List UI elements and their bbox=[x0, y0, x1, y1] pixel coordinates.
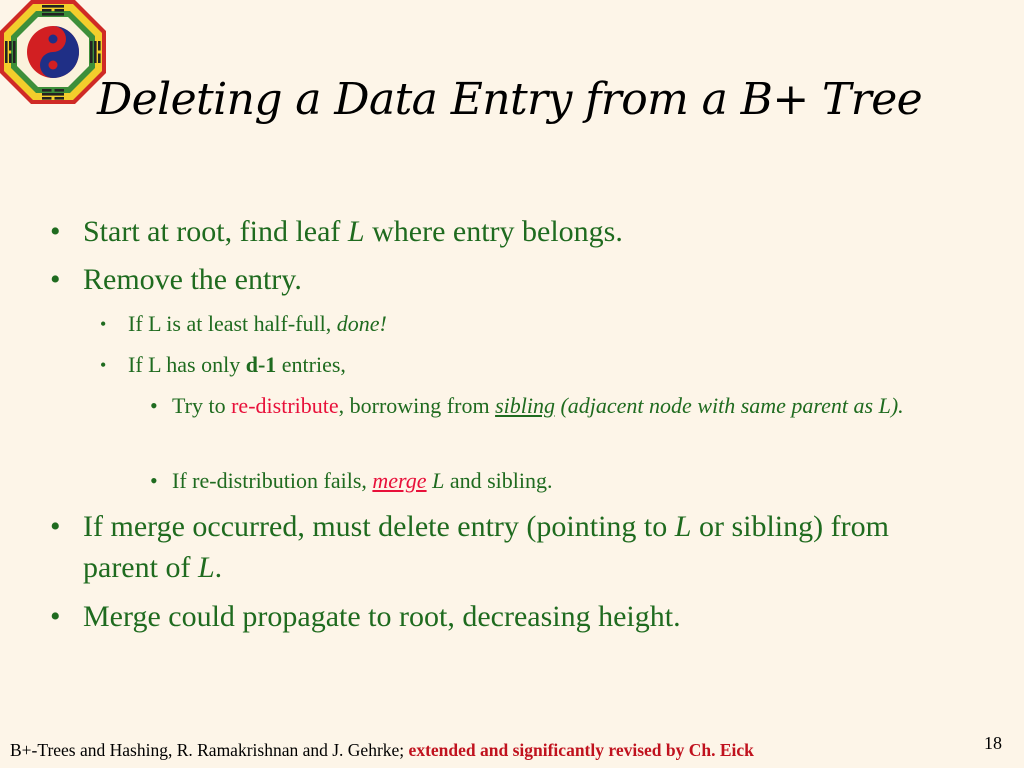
bullet-dot-icon: • bbox=[50, 263, 61, 296]
bullet-dot-icon: • bbox=[100, 314, 107, 334]
bullet-dot-icon: • bbox=[100, 355, 107, 375]
bullet-dot-icon: • bbox=[150, 393, 158, 418]
bullet-dot-icon: • bbox=[150, 468, 158, 493]
bullet-dot-icon: • bbox=[50, 600, 61, 633]
footer-credit: B+-Trees and Hashing, R. Ramakrishnan and J. Gehrke; extended and significantly revised by Ch. Eick bbox=[10, 740, 754, 760]
sub-bullet-d-minus-1: • If L has only d-1 entries, bbox=[128, 350, 928, 380]
bullet-merge-occurred: • If merge occurred, must delete entry (pointing to L or sibling) from parent of L. bbox=[83, 506, 933, 588]
sub-sub-bullet-redistribute: • Try to re-distribute, borrowing from sibling (adjacent node with same parent as L). bbox=[172, 389, 962, 423]
bullet-remove-entry: • Remove the entry. bbox=[83, 259, 933, 300]
page-number: 18 bbox=[984, 733, 1002, 753]
bullet-dot-icon: • bbox=[50, 215, 61, 248]
bullet-merge-propagate: • Merge could propagate to root, decreasing height. bbox=[83, 596, 933, 637]
sub-bullet-half-full: • If L is at least half-full, done! bbox=[128, 309, 928, 339]
sub-sub-bullet-merge: • If re-distribution fails, merge L and sibling. bbox=[172, 464, 962, 498]
bullet-dot-icon: • bbox=[50, 510, 61, 543]
slide-title: Deleting a Data Entry from a B+ Tree bbox=[97, 74, 923, 125]
bullet-start-at-root: • Start at root, find leaf L where entry belongs. bbox=[83, 211, 933, 252]
